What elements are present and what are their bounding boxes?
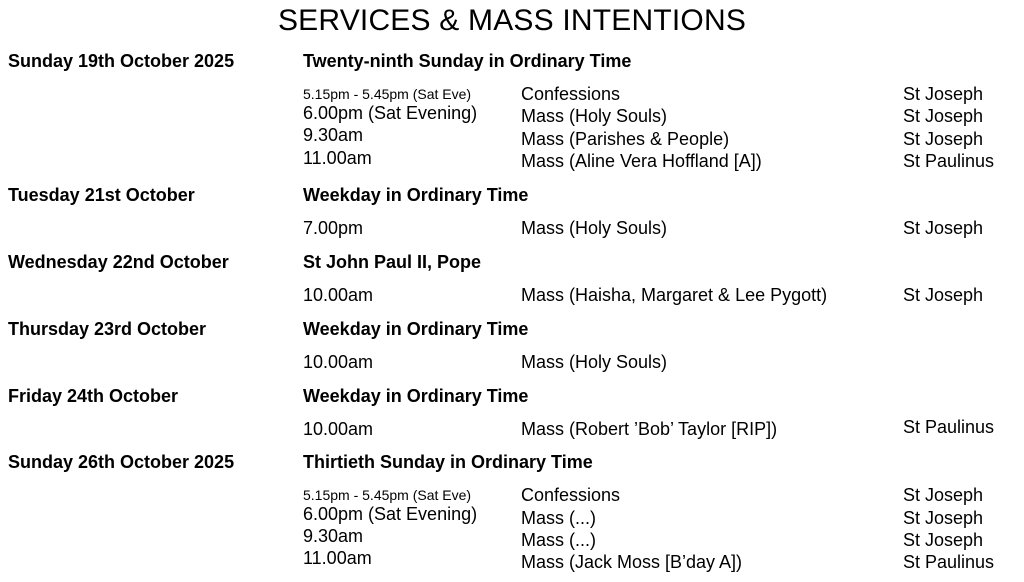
service-church: St Paulinus <box>903 552 995 572</box>
service-time: 9.30am <box>303 125 364 145</box>
day-feast: Weekday in Ordinary Time <box>303 319 529 339</box>
service-church: St Joseph <box>903 218 984 238</box>
service-description: Mass (...) <box>521 530 596 550</box>
service-description: Mass (Jack Moss [B’day A]) <box>521 552 743 572</box>
day-label: Friday 24th October <box>8 386 179 406</box>
service-description: Mass (...) <box>521 508 596 528</box>
service-description: Mass (Holy Souls) <box>521 352 668 372</box>
page-title: SERVICES & MASS INTENTIONS <box>277 4 747 37</box>
day-label: Tuesday 21st October <box>8 185 195 205</box>
day-label: Sunday 19th October 2025 <box>8 51 235 71</box>
service-time: 10.00am <box>303 285 374 305</box>
service-time: 5.15pm - 5.45pm (Sat Eve) <box>303 487 472 503</box>
service-church: St Joseph <box>903 285 984 305</box>
service-church: St Joseph <box>903 129 984 149</box>
service-time: 10.00am <box>303 419 374 439</box>
service-time: 7.00pm <box>303 218 364 238</box>
service-description: Mass (Haisha, Margaret & Lee Pygott) <box>521 285 828 305</box>
service-description: Mass (Aline Vera Hoffland [A]) <box>521 151 762 171</box>
day-feast: St John Paul II, Pope <box>303 252 482 272</box>
service-description: Mass (Holy Souls) <box>521 106 668 126</box>
service-church: St Joseph <box>903 485 984 505</box>
service-church: St Joseph <box>903 84 984 104</box>
service-church: St Joseph <box>903 106 984 126</box>
service-church: St Joseph <box>903 508 984 528</box>
service-description: Mass (Robert ’Bob’ Taylor [RIP]) <box>521 419 778 439</box>
day-label: Wednesday 22nd October <box>8 252 229 272</box>
service-time: 6.00pm (Sat Evening) <box>303 103 478 123</box>
service-time: 5.15pm - 5.45pm (Sat Eve) <box>303 86 472 102</box>
service-time: 6.00pm (Sat Evening) <box>303 504 478 524</box>
service-church: St Joseph <box>903 530 984 550</box>
service-description: Mass (Parishes & People) <box>521 129 730 149</box>
service-time: 9.30am <box>303 526 364 546</box>
service-description: Mass (Holy Souls) <box>521 218 668 238</box>
service-time: 10.00am <box>303 352 374 372</box>
day-label: Sunday 26th October 2025 <box>8 452 235 472</box>
day-feast: Weekday in Ordinary Time <box>303 185 529 205</box>
day-feast: Weekday in Ordinary Time <box>303 386 529 406</box>
service-time: 11.00am <box>303 548 372 568</box>
day-feast: Thirtieth Sunday in Ordinary Time <box>303 452 593 472</box>
service-time: 11.00am <box>303 148 372 168</box>
service-description: Confessions <box>521 84 621 104</box>
day-feast: Twenty-ninth Sunday in Ordinary Time <box>303 51 632 71</box>
day-label: Thursday 23rd October <box>8 319 207 339</box>
service-church: St Paulinus <box>903 417 995 437</box>
service-description: Confessions <box>521 485 621 505</box>
service-church: St Paulinus <box>903 151 995 171</box>
